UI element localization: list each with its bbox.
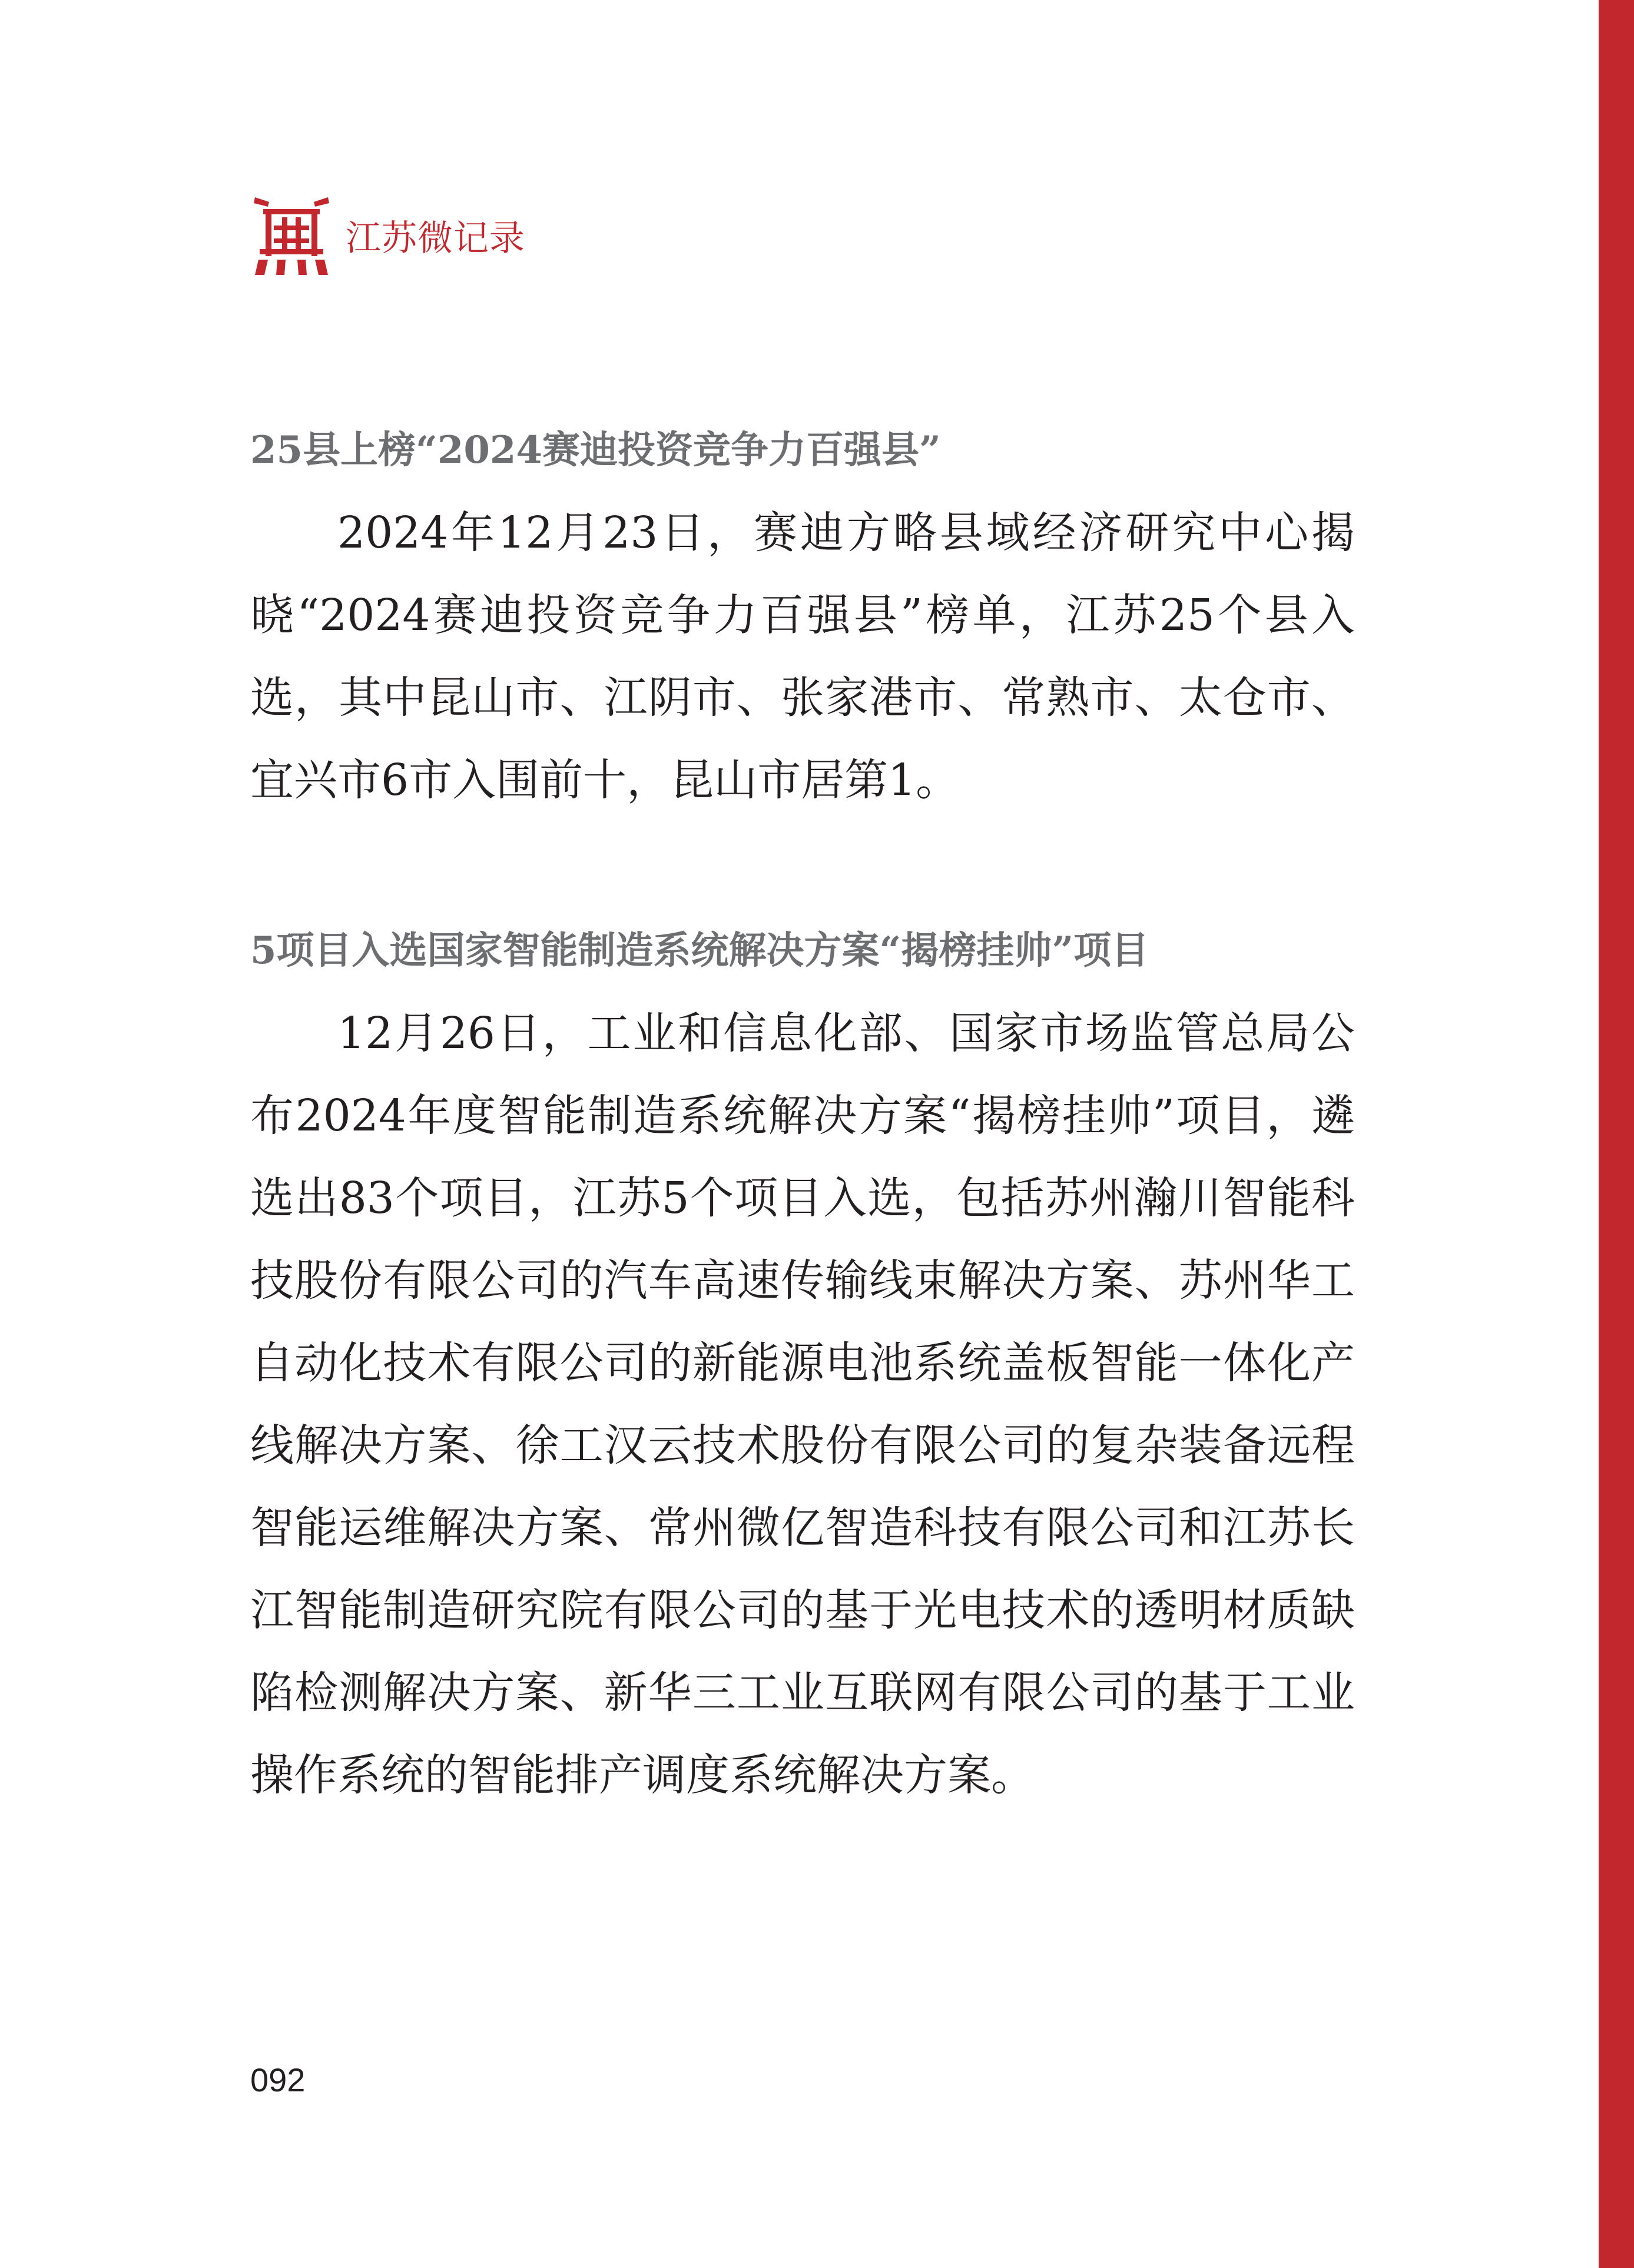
news-body: 12月26日，工业和信息化部、国家市场监管总局公布2024年度智能制造系统解决方案“揭榜挂帅”项目，遴选出83个项目，江苏5个项目入选，包括苏州瀚川智能科技股份有限公司的汽车高速传输线束解决方案、苏州华工自动化技术有限公司的新能源电池系统盖板智能一体化产线解决方案、徐工汉云技术股份有限公司的复杂装备远程智能运维解决方案、常州微亿智造科技有限公司和江苏长江智能制造研究院有限公司的基于光电技术的透明材质缺陷检测解决方案、新华三工业互联网有限公司的基于工业操作系统的智能排产调度系统解决方案。 [250,1008,1355,1801]
red-side-bar [1599,0,1634,2268]
news-body: 2024年12月23日，赛迪方略县域经济研究中心揭晓“2024赛迪投资竞争力百强县”榜单，江苏25个县入选，其中昆山市、江阴市、张家港市、常熟市、太仓市、宜兴市6市入围前十，昆山市居第1。 [250,508,1355,805]
news-item-smart-manufacturing [250,910,1355,1816]
column-title: 江苏微记录 [346,218,525,259]
page-number: 092 [250,2061,306,2098]
column-logo-icon [250,191,333,280]
news-heading: 25县上榜“2024赛迪投资竞争力百强县” [250,428,941,472]
news-heading: 5项目入选国家智能制造系统解决方案“揭榜挂帅”项目 [250,929,1149,973]
news-item-county-ranking [250,409,1355,821]
section-header [250,188,525,283]
